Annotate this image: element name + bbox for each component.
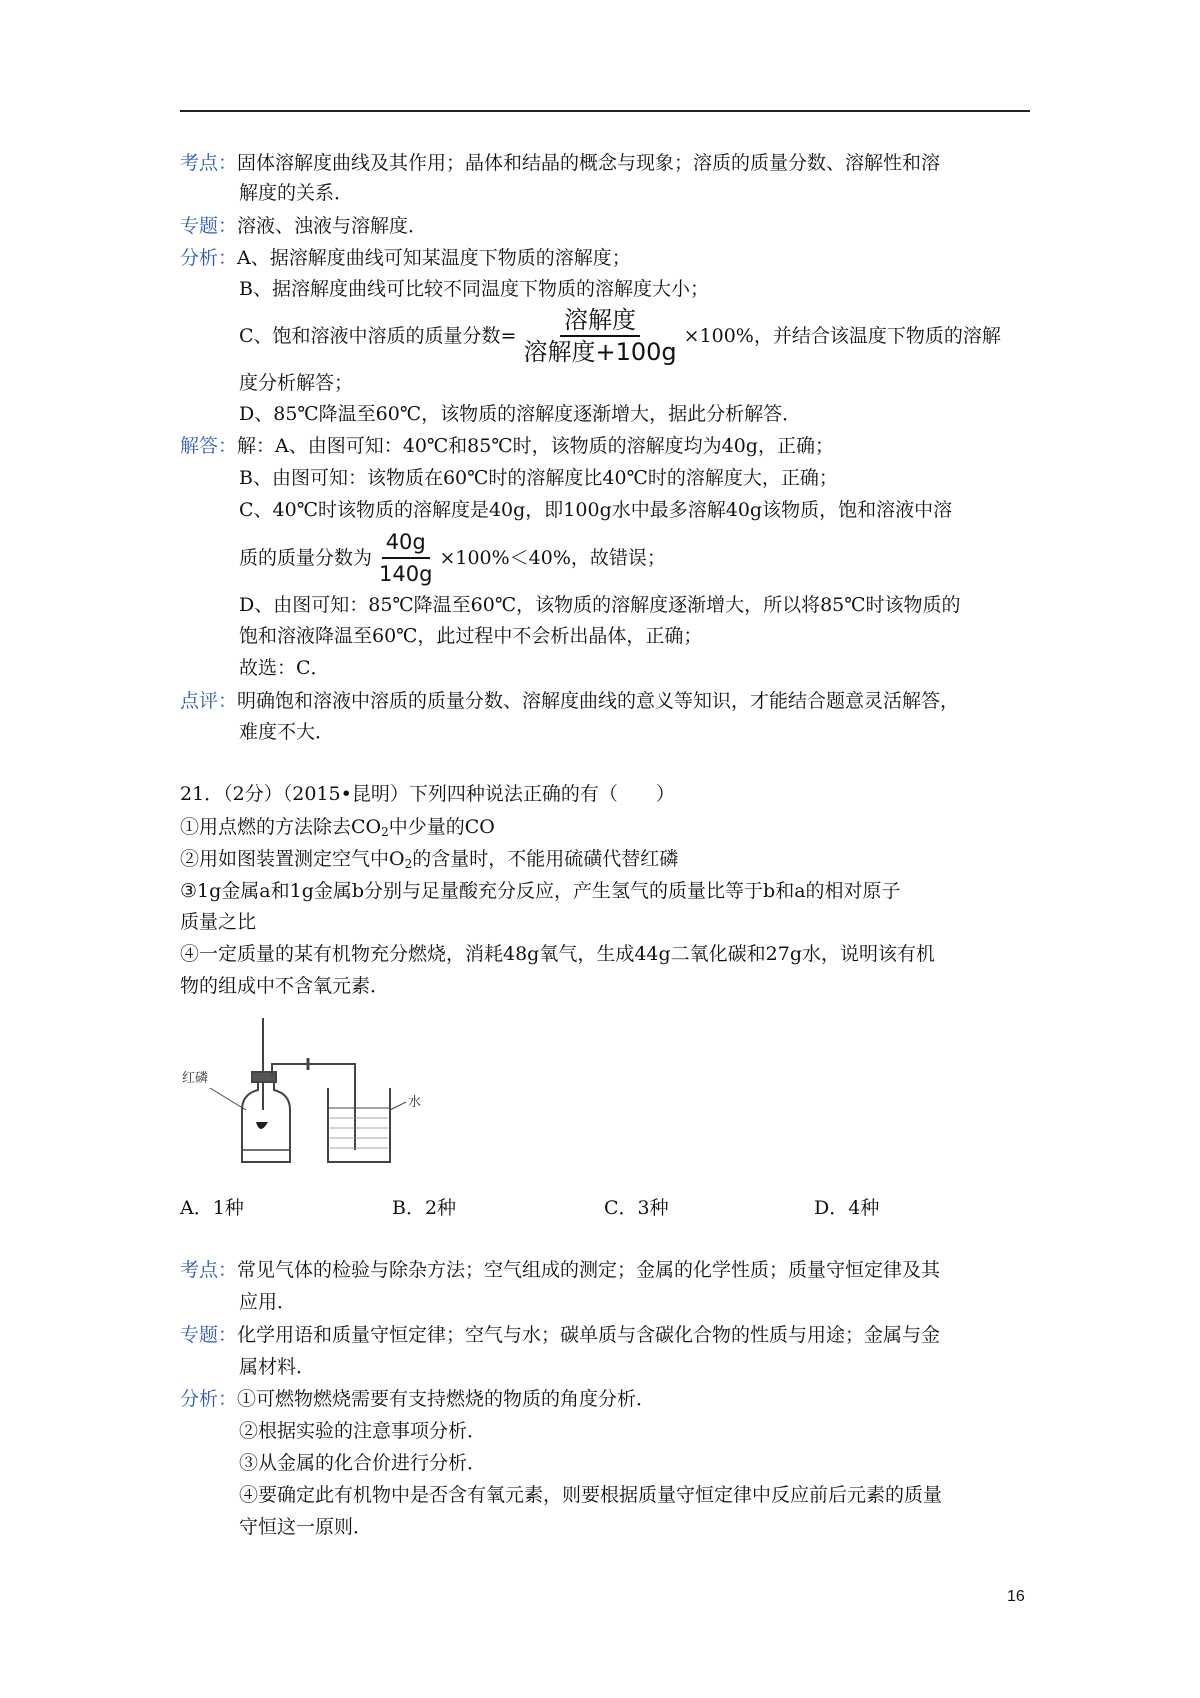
option-c: C．3种	[604, 1197, 669, 1219]
q21-zhuanti-1: 专题：化学用语和质量守恒定律；空气与水；碳单质与含碳化合物的性质与用途；金属与金	[180, 1324, 941, 1346]
q21-fenxi-3: ③从金属的化合价进行分析．	[239, 1452, 487, 1474]
label-dianping: 点评	[180, 690, 219, 712]
q21-item-3-2: 质量之比	[180, 911, 257, 933]
q20-fenxi-d: D、85℃降温至60℃，该物质的溶解度逐渐增大，据此分析解答．	[239, 403, 802, 425]
label-kaodian: 考点	[180, 152, 219, 174]
q20-fenxi-c-2: 度分析解答；	[239, 372, 354, 394]
figure-label-red-phosphorus: 红磷	[182, 1071, 209, 1086]
q21-item-4-2: 物的组成中不含氧元素．	[180, 975, 390, 997]
connecting-tube	[272, 1064, 355, 1150]
header-rule	[180, 110, 1030, 112]
q21-stem: 21．（2分）（2015•昆明）下列四种说法正确的有（ ）	[180, 783, 675, 805]
q21-kaodian-1: 考点：常见气体的检验与除杂方法；空气组成的测定；金属的化学性质；质量守恒定律及其	[180, 1259, 941, 1281]
q20-dianping-2: 难度不大．	[239, 721, 335, 743]
q21-fenxi-2: ②根据实验的注意事项分析．	[239, 1420, 487, 1442]
q20-fenxi-a: 分析：A、据溶解度曲线可知某温度下物质的溶解度；	[180, 247, 631, 269]
option-b: B．2种	[392, 1197, 457, 1219]
q20-jieda-d-1: D、由图可知：85℃降温至60℃，该物质的溶解度逐渐增大，所以将85℃时该物质的	[239, 594, 961, 616]
beaker	[328, 1088, 390, 1162]
q21-item-1: ①用点燃的方法除去$CO_2$中少量的CO	[180, 816, 495, 839]
mass-fraction-formula: $\frac{\text{溶解度}}{\text{溶解度+100g}}$	[523, 306, 677, 366]
page-number: 16	[1007, 1588, 1025, 1605]
q21-item-4-1: ④一定质量的某有机物充分燃烧，消耗48g氧气，生成44g二氧化碳和27g水，说明该有机	[180, 943, 936, 965]
q20-dianping-1: 点评：明确饱和溶液中溶质的质量分数、溶解度曲线的意义等知识，才能结合题意灵活解答，	[180, 690, 960, 712]
q20-zhuanti: 专题：溶液、浊液与溶解度．	[180, 215, 428, 237]
q20-kaodian-line-2: 解度的关系．	[239, 182, 354, 204]
q21-kaodian-2: 应用．	[239, 1291, 297, 1313]
q20-jieda-c-1: C、40℃时该物质的溶解度是40g，即100g水中最多溶解40g该物质，饱和溶液中溶	[239, 499, 953, 521]
q20-jieda-c-2: 质的质量分数为 $\frac{40g}{140g}$ ×100%＜40%，故错误；	[239, 530, 666, 586]
phosphorus-spoon	[256, 1122, 268, 1129]
figure-label-water: 水	[408, 1095, 422, 1110]
q21-zhuanti-2: 属材料．	[239, 1356, 316, 1378]
apparatus-figure	[180, 1010, 430, 1170]
option-a: A．1种	[180, 1197, 244, 1219]
q20-kaodian-line-1: 考点：固体溶解度曲线及其作用；晶体和结晶的概念与现象；溶质的质量分数、溶解性和溶	[180, 152, 941, 174]
q20-fenxi-c: C、饱和溶液中溶质的质量分数= $\frac{\text{溶解度}}{\text{溶解度+100g}}$ ×100%，并结合该温度下物质的溶解	[239, 306, 1001, 366]
q20-jieda-b: B、由图可知：该物质在60℃时的溶解度比40℃时的溶解度大，正确；	[239, 467, 838, 489]
label-zhuanti: 专题	[180, 215, 219, 237]
q21-fenxi-4-2: 守恒这一原则．	[239, 1516, 373, 1538]
q20-jieda-a: 解答：解：A、由图可知：40℃和85℃时，该物质的溶解度均为40g，正确；	[180, 435, 834, 457]
q20-answer: 故选：C．	[239, 657, 330, 679]
q20-fenxi-b: B、据溶解度曲线可比较不同温度下物质的溶解度大小；	[239, 278, 709, 300]
label-fenxi: 分析	[180, 247, 219, 269]
label-jieda: 解答	[180, 435, 219, 457]
q21-item-2: ②用如图装置测定空气中$O_2$的含量时，不能用硫磺代替红磷	[180, 848, 679, 871]
q21-fenxi-1: 分析：①可燃物燃烧需要有支持燃烧的物质的角度分析．	[180, 1388, 656, 1410]
q21-item-3-1: ③1g金属a和1g金属b分别与足量酸充分反应，产生氢气的质量比等于b和a的相对原子	[180, 880, 901, 902]
q20-jieda-d-2: 饱和溶液降温至60℃，此过程中不会析出晶体，正确；	[239, 625, 703, 647]
fraction-40-over-140: $\frac{40g}{140g}$	[379, 530, 433, 586]
q21-fenxi-4-1: ④要确定此有机物中是否含有氧元素，则要根据质量守恒定律中反应前后元素的质量	[239, 1484, 943, 1506]
option-d: D．4种	[814, 1197, 880, 1219]
